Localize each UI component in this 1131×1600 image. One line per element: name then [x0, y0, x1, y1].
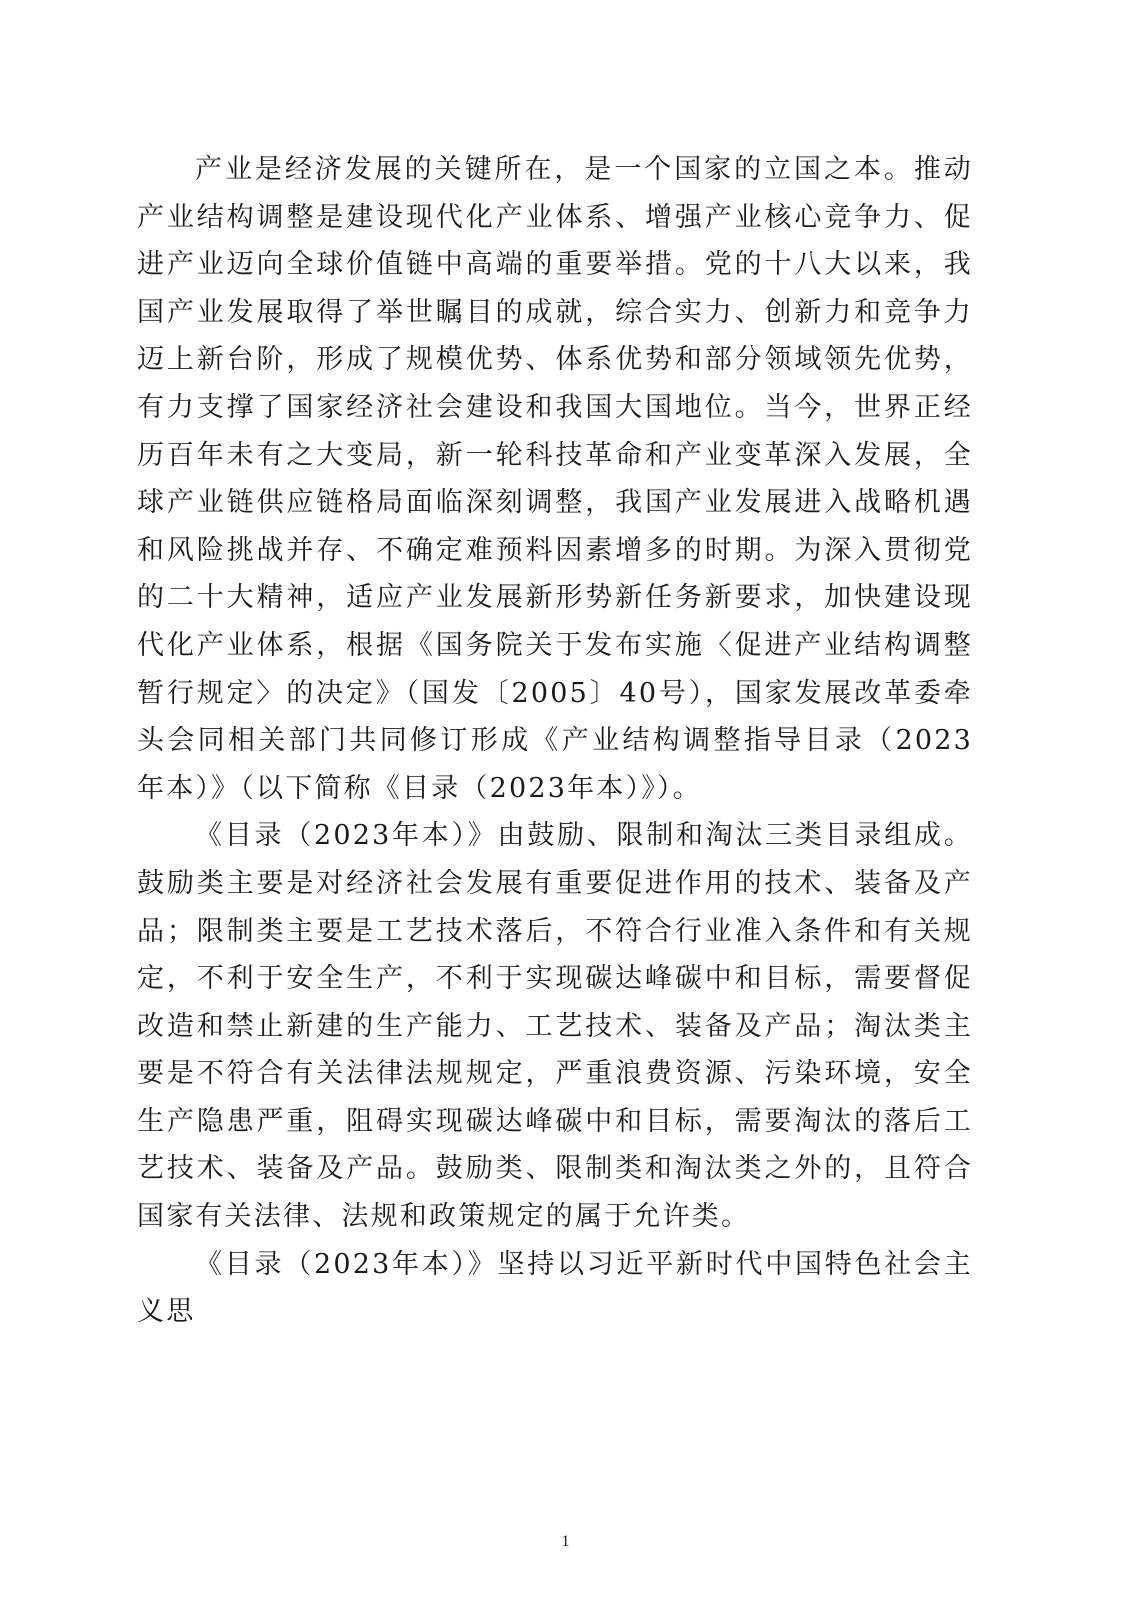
- page-number: 1: [561, 1533, 570, 1550]
- document-body: [137, 146, 973, 1336]
- paragraph-intro: 产业是经济发展的关键所在，是一个国家的立国之本。推动产业结构调整是建设现代化产业体系、增强产业核心竞争力、促进产业迈向全球价值链中高端的重要举措。党的十八大以来，我国产业发展取得了举世瞩目的成就，综合实力、创新力和竞争力迈上新台阶，形成了规模优势、体系优势和部分领域领先优势，有力支撑了国家经济社会建设和我国大国地位。当今，世界正经历百年未有之大变局，新一轮科技革命和产业变革深入发展，全球产业链供应链格局面临深刻调整，我国产业发展进入战略机遇和风险挑战并存、不确定难预料因素增多的时期。为深入贯彻党的二十大精神，适应产业发展新形势新任务新要求，加快建设现代化产业体系，根据《国务院关于发布实施〈促进产业结构调整暂行规定〉的决定》（国发〔2005〕40号），国家发展改革委牵头会同相关部门共同修订形成《产业结构调整指导目录（2023年本）》（以下简称《目录（2023年本）》）。: [137, 154, 973, 804]
- paragraph-principles: 《目录（2023年本）》坚持以习近平新时代中国特色社会主义思: [137, 1248, 973, 1328]
- paragraph-catalog-categories: 《目录（2023年本）》由鼓励、限制和淘汰三类目录组成。鼓励类主要是对经济社会发展有重要促进作用的技术、装备及产品；限制类主要是工艺技术落后，不符合行业准入条件和有关规定，不利于安全生产，不利于实现碳达峰碳中和目标，需要督促改造和禁止新建的生产能力、工艺技术、装备及产品；淘汰类主要是不符合有关法律法规规定，严重浪费资源、污染环境，安全生产隐患严重，阻碍实现碳达峰碳中和目标，需要淘汰的落后工艺技术、装备及产品。鼓励类、限制类和淘汰类之外的，且符合国家有关法律、法规和政策规定的属于允许类。: [137, 820, 973, 1233]
